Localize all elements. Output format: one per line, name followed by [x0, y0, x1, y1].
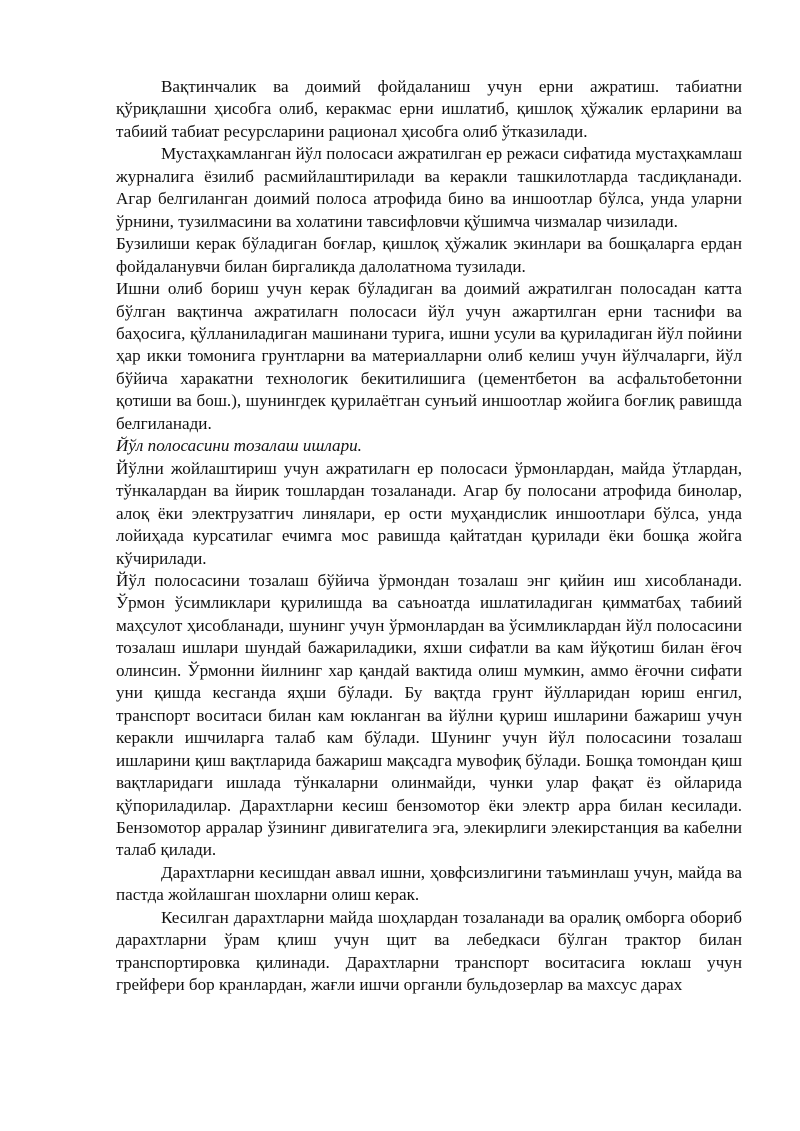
paragraph-tree-cutting-safety: Дарахтларни кесишдан аввал ишни, ҳовфсизлигини таъминлаш учун, майда ва пастда жойлашган шохларни олиш керак. — [116, 862, 742, 905]
paragraph-strip-clearing: Йўлни жойлаштириш учун ажратилагн ер полосаси ўрмонлардан, майда ўтлардан, тўнкалардан ва йирик тошлардан тозаланади. Агар бу полосани атрофида бинолар, алоқ ёки электрузатгич линялари, ер ости муҳандислик иншоотлари бўлса, унда лойиҳада курсатилаг ечимга мос равишда қайтатдан қурилади ёки бошқа жойга кўчирилади. — [116, 458, 742, 568]
paragraph-reinforced-strip: Мустаҳкамланган йўл полосаси ажратилган ер режаси сифатида мустаҳкамлаш журналига ёзилиб расмийлаштирилади ва керакли ташкилотларда тасдиқланади. Агар белгиланган доимий полоса атрофида бино ва иншоотлар бўлса, унда уларни ўрнини, тузилмасини ва холатини тавсифловчи қўшимча чизмалар чизилади. — [116, 144, 742, 231]
paragraph-land-allocation: Вақтинчалик ва доимий фойдаланиш учун ерни ажратиш. табиатни қўриқлашни ҳисобга олиб, керакмас ерни ишлатиб, қишлоқ ҳўжалик ерларини ва табиий табиат ресурсларини рационал ҳисобга олиб ўтказилади. — [116, 77, 742, 141]
paragraph-forest-clearing: Йўл полосасини тозалаш бўйича ўрмондан тозалаш энг қийин иш хисобланади. Ўрмон ўсимликлари қурилишда ва саъноатда ишлатиладиган қимматбаҳ табиий маҳсулот ҳисобланади, шунинг учун ўрмонлардан ва ўсимликлардан йўл полосасини тозалаш ишлари шундай бажариладики, яхши сифатли ва кам йўқотиш билан ёғоч олинсин. Ўрмонни йилнинг хар қандай вактида олиш мумкин, аммо ёғочни сифати уни қишда кесганда яҳши бўлади. Бу вақтда грунт йўлларидан юриш енгил, транспорт воситаси билан кам юкланган ва йўлни қуриш ишларини бажариш учун керакли ишчиларга талаб кам бўлади. Шунинг учун йўл полосасини тозалаш ишларини қиш вақтларида бажариш мақсадга мувофиқ бўлади. Бошқа томондан қиш вақтларидаги ишлада тўнкаларни олинмайди, чунки улар фақат ёз ойларида қўпориладилар. Дарахтларни кесиш бензомотор ёки электр арра билан кесилади. Бензомотор арралар ўзининг дивигателига эга, элекирлиги элекирстанция ва кабелни талаб қилади. — [116, 570, 742, 860]
paragraph-temporary-strip: Ишни олиб бориш учун керак бўладиган ва доимий ажратилган полосадан катта бўлган вақтинча ажратилагн полосаси йўл учун ажартилган ерни таснифи ва баҳосига, қўлланиладиган машинани турига, ишни усули ва қуриладиган йўл пойини ҳар икки томонига грунтларни ва материалларни олиб келиш учун йўлчаларги, йўл бўйича харакатни технологик бекитилишига (цементбетон ва асфальтобетонни қотиши ва бош.), шунингдек қурилаётган сунъий иншоотлар жойига боғлиқ равишда белгиланади. — [116, 279, 742, 433]
paragraph-gardens-act: Бузилиши керак бўладиган боғлар, қишлоқ ҳўжалик экинлари ва бошқаларга ердан фойдаланувчи билан биргаликда далолатнома тузилади. — [116, 234, 742, 276]
paragraph-tree-transport: Кесилган дарахтларни майда шоҳлардан тозаланади ва оралиқ омборга обориб дарахтларни ўрам қлиш учун щит ва лебедкаси бўлган трактор билан транспортировка қилинади. Дарахтларни транспорт воситасига юклаш учун грейфери бор кранлардан, жағли ишчи органли бульдозерлар ва махсус дарах — [116, 907, 742, 995]
document-page — [116, 76, 742, 997]
section-heading: Йўл полосасини тозалаш ишлари. — [116, 436, 362, 456]
